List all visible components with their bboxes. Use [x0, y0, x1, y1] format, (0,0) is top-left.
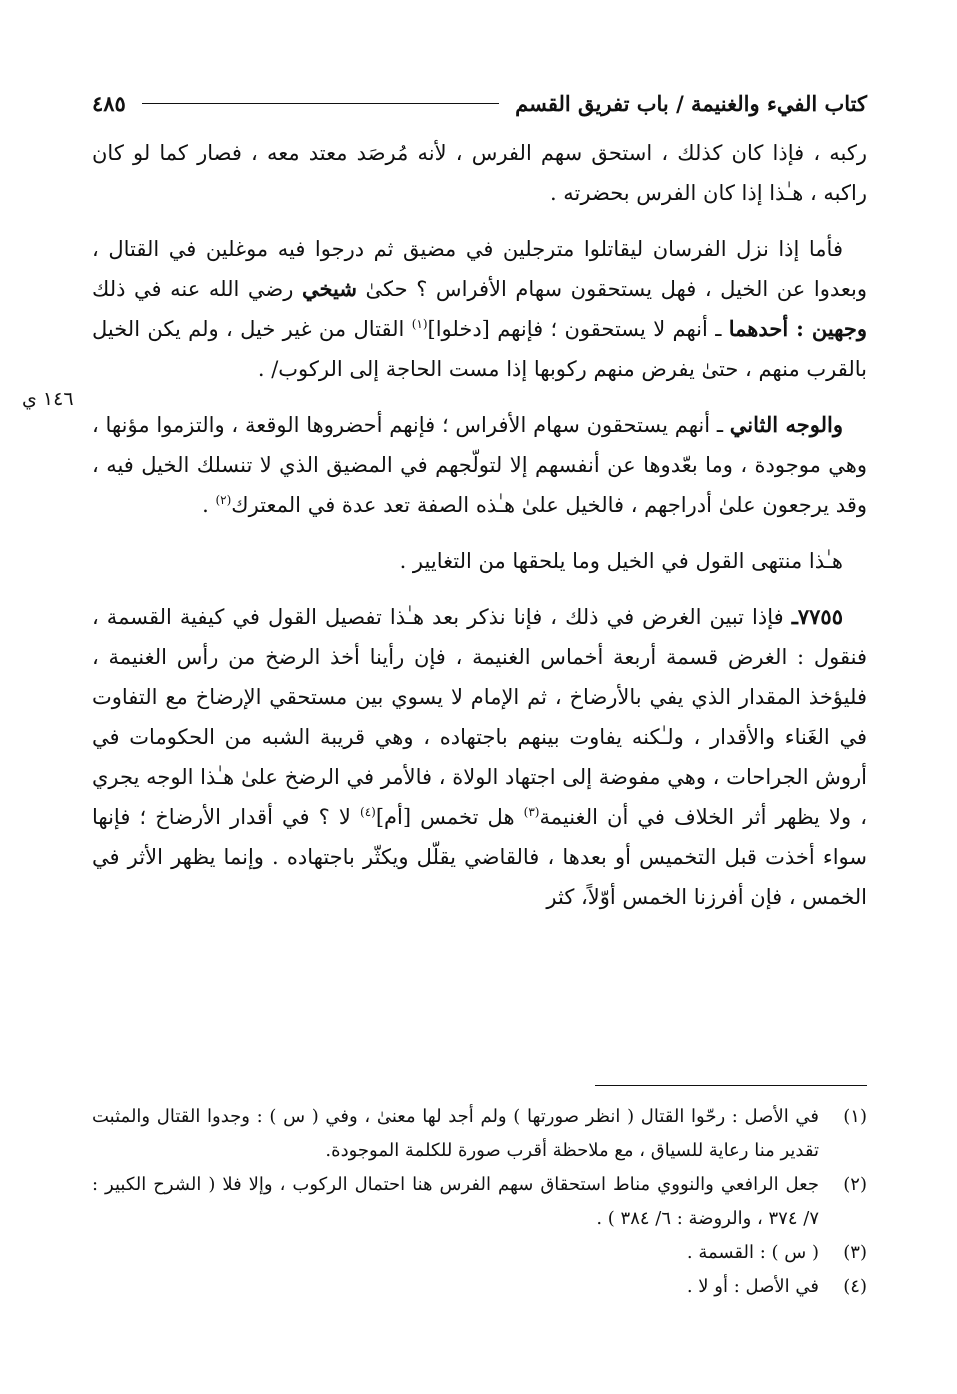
footnote-ref[interactable]: (٣) — [523, 805, 540, 819]
paragraph — [92, 597, 867, 917]
footnote — [92, 1168, 867, 1236]
paragraph-text: ـ أنهم يستحقون سهام الأفراس ؛ فإنهم أحضروها الوقعة ، والتزموا مؤنها ، وهي موجودة ، وما بعّدوها عن أنفسهم إلا لتولّجهم في المضيق الذي لا تنسلك الخيل فيه ، وقد يرجعون علىٰ أدراجهم ، فالخيل علىٰ هـٰذه الصفة تعد عدة في المعترك — [92, 413, 867, 517]
running-title: كتاب الفيء والغنيمة / باب تفريق القسم — [515, 90, 867, 116]
paragraph-text: فإذا تبين الغرض في ذلك ، فإنا نذكر بعد هـٰذا تفصيل القول في كيفية القسمة ، فنقول : الغرض قسمة أربعة أخماس الغنيمة ، فإن رأينا أخذ الرضخ من رأس الغنيمة ، فليؤخذ المقدار الذي يفي بالأرضاخ ، ثم الإمام لا يسوي بين مستحقي الإرضاخ مع التفاوت في الغَناء والأقدار ، ولـٰكنه يفاوت بينهم باجتهاده ، وهي قريبة الشبه من الحكومات في أروش الجراحات ، وهي مفوضة إلى اجتهاد الولاة ، فالأمر في الرضخ علىٰ هـٰذا الوجه يجري ، ولا يظهر أثر الخلاف في أن الغنيمة — [92, 605, 867, 829]
paragraph — [92, 541, 867, 581]
footnote-text: في الأصل : أو لا . — [686, 1276, 819, 1297]
paragraph-text: هـٰذا منتهى القول في الخيل وما يلحقها من التغايير . — [399, 549, 843, 573]
paragraph-text: هل تخمس [أم] — [375, 805, 515, 829]
page-number: ٤٨٥ — [92, 90, 126, 116]
footnote-ref[interactable]: (٤) — [360, 805, 376, 819]
paragraph-text: لا ؟ في أقدار الأرضاخ ؛ فإنها سواء أخذت قبل التخميس أو بعدها ، فالقاضي يقلّل ويكثّر باجتهاده . وإنما يظهر الأثر في الخمس ، فإن أفرزنا الخمس أوّلاً، كثر — [92, 805, 867, 909]
paragraph-text: ـ أنهم لا يستحقون ؛ فإنهم [دخلوا] — [427, 317, 722, 341]
bold-term: وجهين : أحدهما — [728, 316, 867, 341]
footnote-text: جعل الرافعي والنووي مناط استحقاق سهم الفرس هنا احتمال الركوب ، وإلا فلا ( الشرح الكبير : ٧/ ٣٧٤ ، والروضة : ٦/ ٣٨٤ ) . — [92, 1174, 819, 1229]
paragraph-text: فأما إذا نزل الفرسان ليقاتلوا مترجلين في مضيق ثم درجوا فيه موغلين في القتال ، وبعدوا عن الخيل ، فهل يستحقون سهام الأفراس ؟ حكىٰ — [92, 237, 867, 301]
footnote-text: في الأصل : رحّوا القتال ( انظر صورتها ) ولم أجد لها معنىٰ ، وفي ( س ) : وجدوا القتال والمثبت تقدير منا رعاية للسياق ، مع ملاحظة أقرب صورة للكلمة الموجودة. — [92, 1106, 819, 1161]
footnote — [92, 1236, 867, 1270]
footnote-separator — [595, 1085, 867, 1086]
main-text — [92, 133, 867, 917]
footnote — [92, 1270, 867, 1304]
footnote-text: ( س ) : القسمة . — [686, 1242, 819, 1263]
margin-page-reference: ١٤٦ ي — [22, 388, 74, 410]
paragraph-text: . — [202, 493, 209, 517]
footnote-number: (١) — [843, 1106, 867, 1127]
footnote-number: (٤) — [843, 1276, 867, 1297]
paragraph — [92, 229, 867, 389]
footnote-ref[interactable]: (١) — [411, 317, 428, 331]
paragraph-text: القتال من غير خيل ، ولم يكن الخيل بالقرب منهم ، حتىٰ يفرض منهم ركوبها إذا مست الحاجة إلى الركوب/ . — [92, 317, 867, 381]
header-rule — [142, 103, 499, 104]
paragraph-text: رضي الله عنه في ذلك — [92, 277, 294, 301]
footnotes — [92, 1100, 867, 1304]
section-number: ٧٧٥٥ـ — [791, 604, 843, 629]
footnote-ref[interactable]: (٢) — [215, 493, 232, 507]
page-header — [92, 86, 867, 120]
bold-term: والوجه الثاني — [729, 412, 843, 437]
paragraph-text: ركبه ، فإذا كان كذلك ، استحق سهم الفرس ، لأنه مُرصَد معتد معه ، فصار كما لو كان راكبه ، هـٰذا إذا كان الفرس بحضرته . — [92, 141, 867, 205]
bold-term: شيخي — [301, 276, 357, 301]
paragraph — [92, 405, 867, 525]
paragraph — [92, 133, 867, 213]
footnote-number: (٢) — [843, 1174, 867, 1195]
footnote — [92, 1100, 867, 1168]
footnote-number: (٣) — [843, 1242, 867, 1263]
